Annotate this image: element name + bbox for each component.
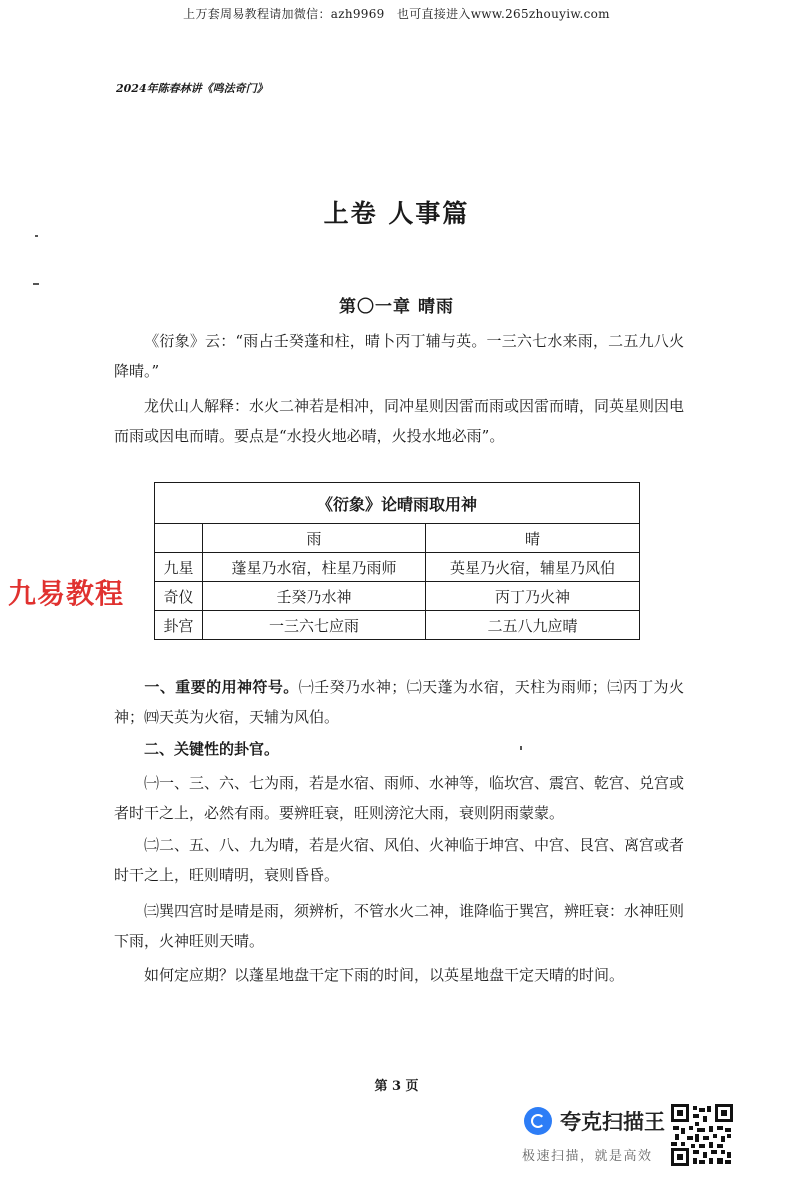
volume-title: 上卷 人事篇 (323, 199, 470, 228)
section-heading: 一、重要的用神符号。 (144, 678, 299, 696)
table-cell: 二五八九应晴 (426, 611, 640, 640)
scanner-badge (520, 1103, 670, 1168)
paragraph-text: ㈠壬癸乃水神；㈡天蓬为水宿，天柱为雨师；㈢丙丁为火神；㈣天英为火宿，天辅为风伯。 (114, 678, 684, 726)
paragraph-symbols (114, 672, 684, 732)
page-number: 第 3 页 (374, 1079, 419, 1094)
paragraph-text: ㈡二、五、八、九为晴，若是火宿、风伯、火神临于坤宫、中宫、艮宫、离宫或者时干之上，旺则晴明，衰则昏昏。 (114, 836, 685, 884)
table-header-cell (155, 524, 203, 553)
scan-speck (520, 746, 522, 750)
paragraph-text: 如何定应期？以蓬星地盘干定下雨的时间，以英星地盘干定天晴的时间。 (144, 966, 625, 984)
table-cell: 卦宫 (155, 611, 203, 640)
scanner-name: 夸克扫描王 (560, 1110, 665, 1134)
table-row (155, 611, 640, 640)
table-cell: 奇仪 (155, 582, 203, 611)
table-cell: 九星 (155, 553, 203, 582)
watermark-left: 九易教程 (8, 577, 125, 610)
table-cell: 一三六七应雨 (203, 611, 426, 640)
table-cell: 壬癸乃水神 (203, 582, 426, 611)
paragraph-rain-palaces (114, 768, 684, 828)
paragraph-quote (114, 326, 684, 386)
scanner-tagline: 极速扫描，就是高效 (522, 1149, 653, 1164)
table-header-row (155, 524, 640, 553)
table-cell: 英星乃火宿，辅星乃风伯 (426, 553, 640, 582)
paragraph-explanation (114, 391, 684, 451)
paragraph-text: ㈠一、三、六、七为雨，若是水宿、雨师、水神等，临坎宫、震宫、乾宫、兑宫或者时干之上，必然有雨。要辨旺衰，旺则滂沱大雨，衰则阴雨蒙蒙。 (114, 774, 685, 822)
rain-sun-table (154, 482, 640, 640)
paragraph-sun-palaces (114, 830, 684, 890)
table-header-cell: 雨 (203, 524, 426, 553)
table-cell: 蓬星乃水宿，柱星乃雨师 (203, 553, 426, 582)
paragraph-text: 龙伏山人解释：水火二神若是相冲，同冲星则因雷而雨或因雷而晴，同英星则因电而雨或因电而晴。要点是“水投火地必晴，火投水地必雨”。 (114, 397, 685, 445)
qr-code-icon (671, 1104, 733, 1166)
section-heading: 二、关键性的卦官。 (144, 740, 280, 758)
scan-speck (33, 283, 39, 285)
quark-logo-icon (524, 1107, 552, 1135)
paragraph-xun-palace (114, 896, 684, 956)
table-cell: 丙丁乃火神 (426, 582, 640, 611)
chapter-title: 第〇一章 晴雨 (339, 297, 454, 317)
top-banner: 上万套周易教程请加微信：azh9969 也可直接进入www.265zhouyiw.com (183, 7, 610, 21)
table-row (155, 582, 640, 611)
paragraph-palaces-heading (114, 734, 684, 764)
running-head: 2024年陈春林讲《鸣法奇门》 (116, 82, 268, 95)
table-caption: 《衍象》论晴雨取用神 (155, 483, 640, 524)
table-row (155, 553, 640, 582)
paragraph-timing (114, 960, 684, 990)
table-header-cell: 晴 (426, 524, 640, 553)
scan-speck (35, 235, 38, 237)
paragraph-text: ㈢巽四宫时是晴是雨，须辨析，不管水火二神，谁降临于巽宫，辨旺衰：水神旺则下雨，火神旺则天晴。 (114, 902, 685, 950)
paragraph-text: 《衍象》云：“雨占壬癸蓬和柱，晴卜丙丁辅与英。一三六七水来雨，二五九八火降晴。” (114, 332, 684, 380)
